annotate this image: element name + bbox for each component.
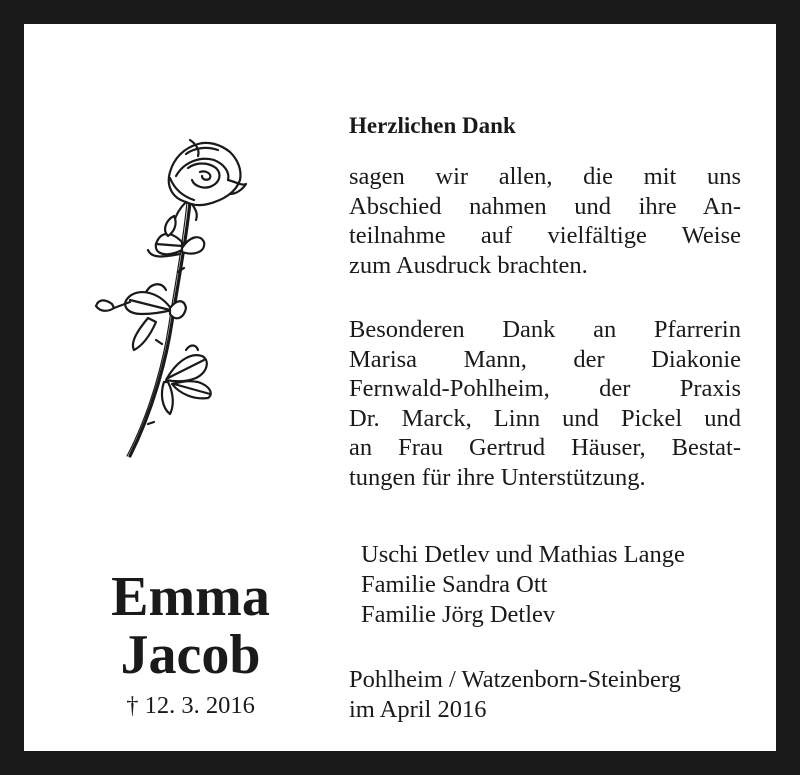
signer: Uschi Detlev und Mathias Lange	[361, 541, 685, 568]
thanks-section	[349, 112, 741, 162]
deceased-name	[88, 568, 293, 684]
signer: Familie Jörg Detlev	[361, 601, 556, 628]
paragraph-line: teilnahme auf vielfältige Weise	[349, 222, 741, 250]
paragraph-line: Dr. Marck, Linn und Pickel und	[349, 404, 741, 432]
date: im April 2016	[349, 696, 487, 723]
thanks-heading: Herzlichen Dank	[349, 113, 516, 138]
place: Pohlheim / Watzenborn-Steinberg	[349, 666, 681, 693]
thanks-paragraph	[349, 162, 741, 280]
place-and-date	[349, 665, 681, 725]
paragraph-line: Fernwald-Pohlheim, der Praxis	[349, 375, 741, 403]
signer: Familie Sandra Ott	[361, 571, 548, 598]
paragraph-line: zum Ausdruck brachten.	[349, 251, 588, 279]
paragraph-line: Besonderen Dank an Pfarrerin	[349, 316, 741, 343]
paragraph-line: Marisa Mann, der Diakonie	[349, 345, 741, 373]
paragraph-line: an Frau Gertrud Häuser, Bestat-	[349, 434, 741, 462]
paragraph-line: sagen wir allen, die mit uns	[349, 163, 741, 190]
paragraph-line: Abschied nahmen und ihre An-	[349, 192, 741, 220]
last-name: Jacob	[120, 624, 261, 686]
death-date: † 12. 3. 2016	[126, 692, 255, 719]
rose-illustration	[90, 132, 260, 462]
first-name: Emma	[111, 566, 270, 628]
paragraph-line: tungen für ihre Unterstützung.	[349, 463, 646, 491]
special-thanks-paragraph	[349, 315, 741, 493]
signers-list	[361, 540, 685, 630]
